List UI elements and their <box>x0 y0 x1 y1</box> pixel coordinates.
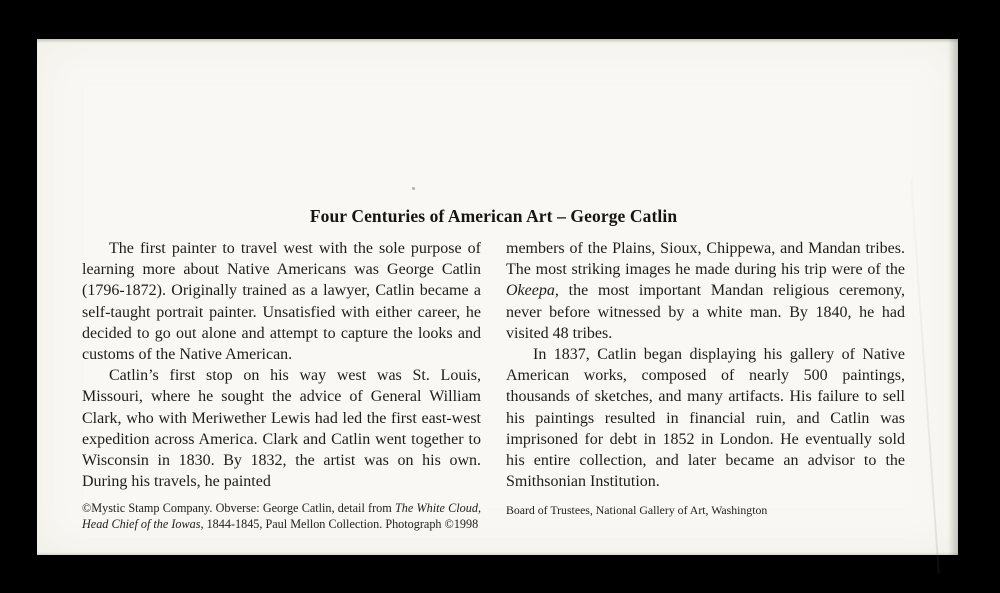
footnote-left <box>82 501 481 532</box>
right-column <box>506 238 905 532</box>
paragraph-first-painter: The first painter to travel west with the sole purpose of learning more about Native Americans was George Catlin (1796-1872). Originally trained as a lawyer, Catlin became a self-taught portrait painter. Unsatisfied with either career, he decided to go out alone and attempt to capture the looks and customs of the Native American. <box>82 240 481 364</box>
paragraph-tribes-post: , the most important Mandan religious ceremony, never before witnessed by a white man. By 1840, he had visited 48 tribes. <box>506 282 905 342</box>
two-column-text <box>82 238 905 532</box>
footnote-left-pre: ©Mystic Stamp Company. Obverse: George Catlin, detail from <box>82 501 395 516</box>
footnote-left-post: , 1844-1845, Paul Mellon Collection. Photograph ©1998 <box>200 516 479 531</box>
card-bottom-edge <box>37 552 958 555</box>
left-column <box>82 238 481 532</box>
paragraph-gallery: In 1837, Catlin began displaying his gallery of Native American works, composed of nearly 500 paintings, thousands of sketches, and many artifacts. His failure to sell his paintings resulted in financial ruin, and Catlin was imprisoned for debt in 1852 in London. He eventually sold his entire collection, and later became an advisor to the Smithsonian Institution. <box>506 346 905 491</box>
paragraph-tribes-continuation <box>506 238 905 344</box>
envelope-card <box>37 39 958 555</box>
paragraph-tribes-okeepa-italic: Okeepa <box>506 282 555 300</box>
paragraph-tribes-pre: members of the Plains, Sioux, Chippewa, and Mandan tribes. The most striking images he made during his trip were of the <box>506 240 905 279</box>
footnote-left-artwork-title: The White Cloud, Head Chief of the Iowas <box>82 501 481 531</box>
footnote-right: Board of Trustees, National Gallery of Art, Washington <box>506 503 768 518</box>
paragraph-first-stop: Catlin’s first stop on his way west was St. Louis, Missouri, where he sought the advice of General William Clark, who with Meriwether Lewis had led the first east-west expedition across America. Clark and Catlin went together to Wisconsin in 1830. By 1832, the artist was on his own. During his travels, he painted <box>82 367 481 491</box>
page-title: Four Centuries of American Art – George Catlin <box>309 206 678 226</box>
card-content <box>37 39 958 532</box>
